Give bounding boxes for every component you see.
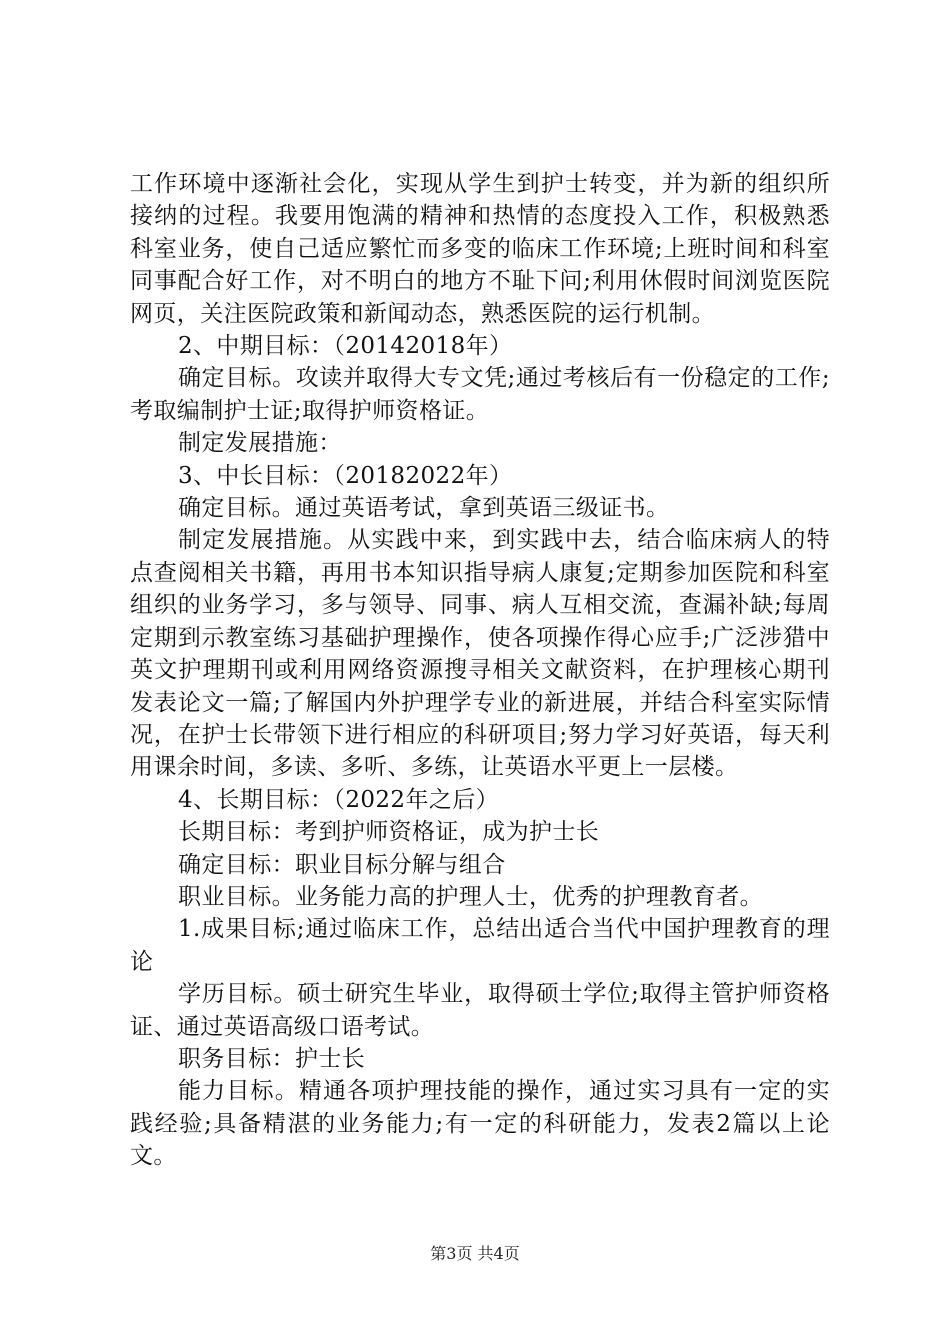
heading-mid-term-goal: 2、中期目标：（20142018年）: [178, 333, 513, 360]
paragraph-mid-long-term-targets: 确定目标。通过英语考试，拿到英语三级证书。: [178, 495, 670, 522]
paragraph-mid-term-targets: 确定目标。攻读并取得大专文凭;通过考核后有一份稳定的工作;考取编制护士证;取得护师资格证。: [130, 365, 830, 424]
page-number-footer: 第3页 共4页: [430, 1244, 520, 1263]
paragraph-continued: 工作环境中逐渐社会化，实现从学生到护士转变，并为新的组织所接纳的过程。我要用饱满的精神和热情的态度投入工作，积极熟悉科室业务，使自己适应繁忙而多变的临床工作环境;上班时间和科室同事配合好工作，对不明白的地方不耻下问;利用休假时间浏览医院网页，关注医院政策和新闻动态，熟悉医院的运行机制。: [130, 171, 830, 327]
paragraph-education-goal: 学历目标。硕士研究生毕业，取得硕士学位;取得主管护师资格证、通过英语高级口语考试。: [130, 981, 830, 1040]
paragraph-long-term-target: 长期目标：考到护师资格证，成为护士长: [178, 819, 600, 846]
paragraph-position-goal: 职务目标：护士长: [178, 1045, 366, 1072]
document-body: [130, 168, 830, 1173]
paragraph-goal-decomposition: 确定目标：职业目标分解与组合: [178, 851, 506, 878]
paragraph-mid-term-measures: 制定发展措施：: [178, 430, 342, 457]
paragraph-ability-goal: 能力目标。精通各项护理技能的操作，通过实习具有一定的实践经验;具备精湛的业务能力;有一定的科研能力，发表2篇以上论文。: [130, 1078, 830, 1170]
paragraph-achievement-goal: 1.成果目标;通过临床工作，总结出适合当代中国护理教育的理论: [130, 916, 830, 975]
heading-mid-long-term-goal: 3、中长目标：（20182022年）: [178, 462, 513, 489]
heading-long-term-goal: 4、长期目标：（2022年之后）: [178, 786, 500, 813]
paragraph-mid-long-term-measures: 制定发展措施。从实践中来，到实践中去，结合临床病人的特点查阅相关书籍，再用书本知识指导病人康复;定期参加医院和科室组织的业务学习，多与领导、同事、病人互相交流，查漏补缺;每周定期到示教室练习基础护理操作，使各项操作得心应手;广泛涉猎中英文护理期刊或利用网络资源搜寻相关文献资料，在护理核心期刊发表论文一篇;了解国内外护理学专业的新进展，并结合科室实际情况，在护士长带领下进行相应的科研项目;努力学习好英语，每天利用课余时间，多读、多听、多练，让英语水平更上一层楼。: [130, 527, 830, 781]
paragraph-career-goal: 职业目标。业务能力高的护理人士，优秀的护理教育者。: [178, 883, 763, 910]
